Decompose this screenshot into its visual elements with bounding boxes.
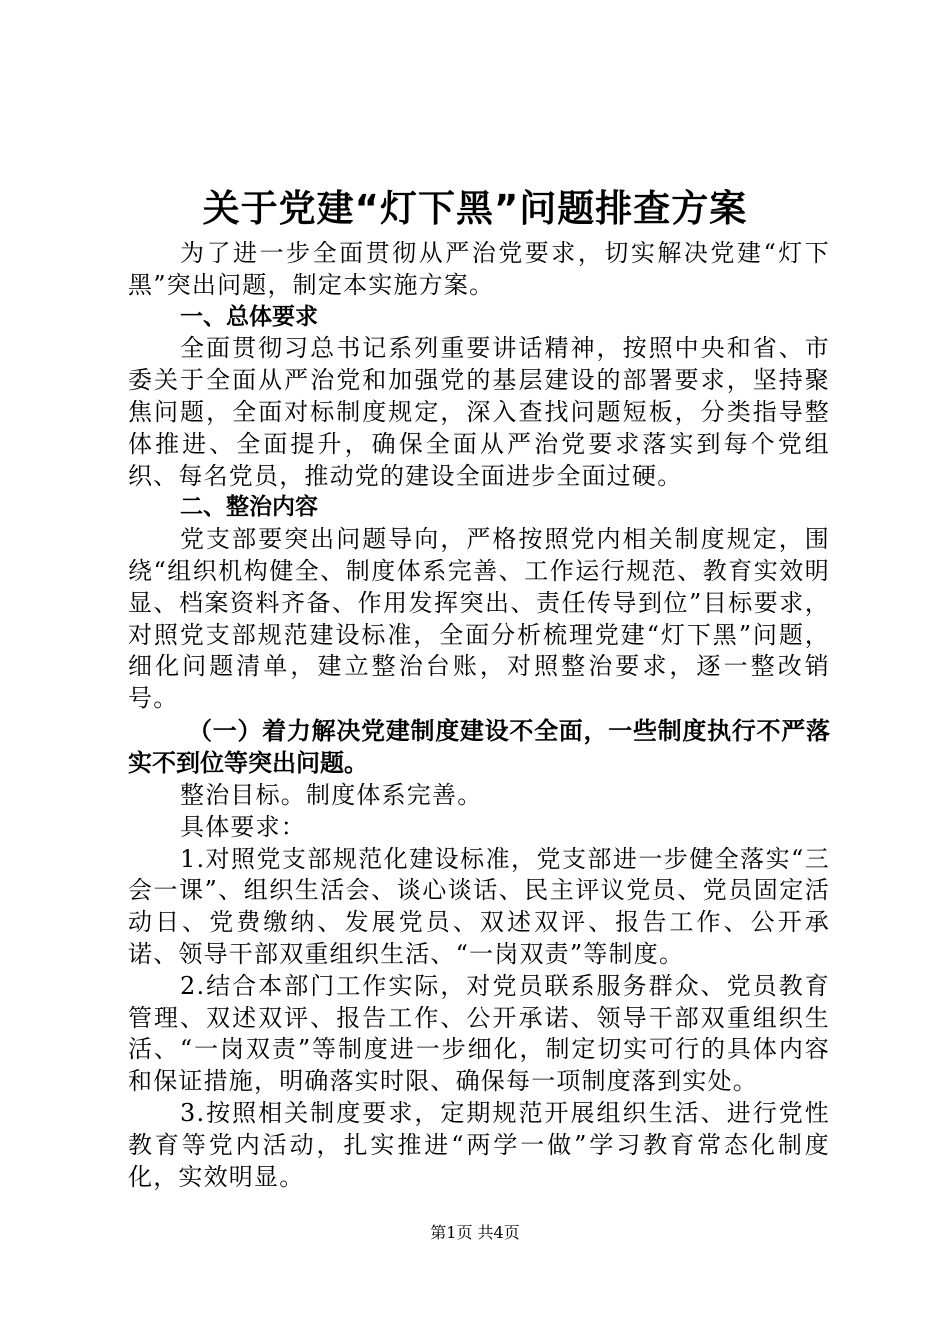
page-footer: 第1页 共4页 bbox=[430, 1223, 520, 1242]
section-heading-overall: 一、总体要求 bbox=[180, 303, 318, 330]
intro-paragraph: 为了进一步全面贯彻从严治党要求，切实解决党建“灯下黑”突出问题，制定本实施方案。 bbox=[128, 239, 830, 299]
section-heading-content: 二、整治内容 bbox=[180, 494, 318, 521]
requirement-item-3: 3.按照相关制度要求，定期规范开展组织生活、进行党性教育等党内活动，扎实推进“两学一做”学习教育常态化制度化，实效明显。 bbox=[128, 1098, 830, 1191]
requirement-item-1: 1.对照党支部规范化建设标准，党支部进一步健全落实“三会一课”、组织生活会、谈心谈话、民主评议党员、党员固定活动日、党费缴纳、发展党员、双述双评、报告工作、公开承诺、领导干部双重组织生活、“一岗双责”等制度。 bbox=[128, 844, 830, 968]
content-paragraph: 党支部要突出问题导向，严格按照党内相关制度规定，围绕“组织机构健全、制度体系完善、工作运行规范、教育实效明显、档案资料齐备、作用发挥突出、责任传导到位”目标要求，对照党支部规范建设标准，全面分析梳理党建“灯下黑”问题，细化问题清单，建立整治台账，对照整治要求，逐一整改销号。 bbox=[128, 525, 830, 713]
document-body bbox=[128, 238, 830, 1193]
goal-paragraph: 整治目标。制度体系完善。 bbox=[180, 780, 483, 809]
requirements-label: 具体要求： bbox=[180, 812, 306, 841]
subsection-heading-one: （一）着力解决党建制度建设不全面，一些制度执行不严落实不到位等突出问题。 bbox=[128, 716, 830, 778]
overall-paragraph: 全面贯彻习总书记系列重要讲话精神，按照中央和省、市委关于全面从严治党和加强党的基层建设的部署要求，坚持聚焦问题，全面对标制度规定，深入查找问题短板，分类指导整体推进、全面提升，确保全面从严治党要求落实到每个党组织、每名党员，推动党的建设全面进步全面过硬。 bbox=[128, 334, 830, 490]
requirement-item-2: 2.结合本部门工作实际，对党员联系服务群众、党员教育管理、双述双评、报告工作、公开承诺、领导干部双重组织生活、“一岗双责”等制度进一步细化，制定切实可行的具体内容和保证措施，明确落实时限、确保每一项制度落到实处。 bbox=[128, 971, 830, 1096]
document-title: 关于党建“灯下黑”问题排查方案 bbox=[202, 187, 748, 230]
